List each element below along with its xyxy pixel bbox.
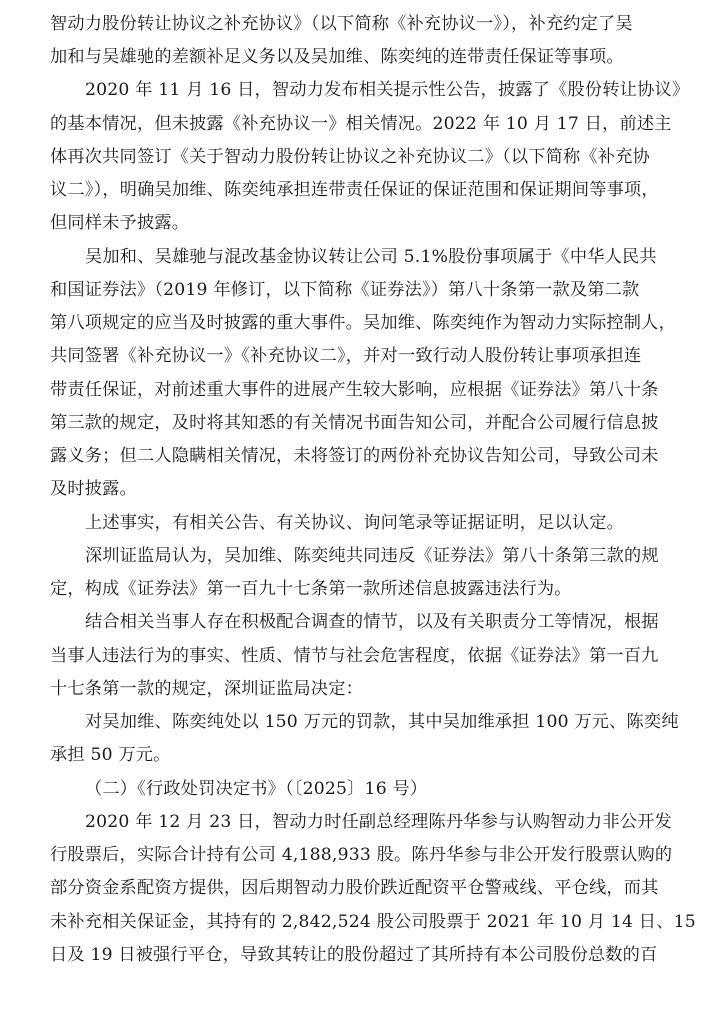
paragraph-start: 深圳证监局认为，吴加维、陈奕纯共同违反《证券法》第八十条第三款的规 <box>85 546 659 566</box>
text-line: 及时披露。 <box>50 479 137 499</box>
text-line: 十七条第一款的规定，深圳证监局决定： <box>50 679 363 699</box>
text-line: 第八项规定的应当及时披露的重大事件。吴加维、陈奕纯作为智动力实际控制人， <box>50 313 676 333</box>
text-line: 定，构成《证券法》第一百九十七条第一款所述信息披露违法行为。 <box>50 579 572 599</box>
text-line: 和国证券法》（2019 年修订，以下简称《证券法》）第八十条第一款及第二款 <box>50 280 640 300</box>
text-line: 第三款的规定，及时将其知悉的有关情况书面告知公司，并配合公司履行信息披 <box>50 413 659 433</box>
section-heading: （二）《行政处罚决定书》（〔2025〕16 号） <box>85 779 428 799</box>
text-line: 带责任保证，对前述重大事件的进展产生较大影响，应根据《证券法》第八十条 <box>50 380 659 400</box>
text-line: 智动力股份转让协议之补充协议》（以下简称《补充协议一》），补充约定了吴 <box>50 14 633 34</box>
text-line: 部分资金系配资方提供，因后期智动力股价跌近配资平仓警戒线、平仓线，而其 <box>50 878 659 898</box>
paragraph-start: 结合相关当事人存在积极配合调查的情节，以及有关职责分工等情况，根据 <box>85 612 659 632</box>
text-line: 但同样未予披露。 <box>50 213 190 233</box>
text-line: 议二》），明确吴加维、陈奕纯承担连带责任保证的保证范围和保证期间等事项， <box>50 180 659 200</box>
text-line: 的基本情况，但未披露《补充协议一》相关情况。2022 年 10 月 17 日，前述主 <box>50 114 672 134</box>
text-line: 当事人违法行为的事实、性质、情节与社会危害程度，依据《证券法》第一百九 <box>50 646 659 666</box>
paragraph-start: 2020 年 11 月 16 日，智动力发布相关提示性公告，披露了《股份转让协议》 <box>85 80 690 100</box>
text-line: 行股票后，实际合计持有公司 4,188,933 股。陈丹华参与非公开发行股票认购的 <box>50 845 673 865</box>
text-line: 日及 19 日被强行平仓，导致其转让的股份超过了其所持有本公司股份总数的百 <box>50 945 658 965</box>
text-line: 未补充相关保证金，其持有的 2,842,524 股公司股票于 2021 年 10 月 14 日、15 <box>50 912 696 932</box>
text-line: 共同签署《补充协议一》《补充协议二》，并对一致行动人股份转让事项承担连 <box>50 346 642 366</box>
text-line: 承担 50 万元。 <box>50 745 171 765</box>
text-line: 露义务；但二人隐瞒相关情况，未将签订的两份补充协议告知公司，导致公司未 <box>50 446 659 466</box>
paragraph-start: 吴加和、吴雄驰与混改基金协议转让公司 5.1%股份事项属于《中华人民共 <box>85 247 657 267</box>
paragraph-start: 上述事实，有相关公告、有关协议、询问笔录等证据证明，足以认定。 <box>85 513 625 533</box>
text-line: 加和与吴雄驰的差额补足义务以及吴加维、陈奕纯的连带责任保证等事项。 <box>50 47 624 67</box>
paragraph-start: 2020 年 12 月 23 日，智动力时任副总经理陈丹华参与认购智动力非公开发 <box>85 812 672 832</box>
text-line: 体再次共同签订《关于智动力股份转让协议之补充协议二》（以下简称《补充协 <box>50 147 650 167</box>
paragraph-start: 对吴加维、陈奕纯处以 150 万元的罚款，其中吴加维承担 100 万元、陈奕纯 <box>85 712 679 732</box>
